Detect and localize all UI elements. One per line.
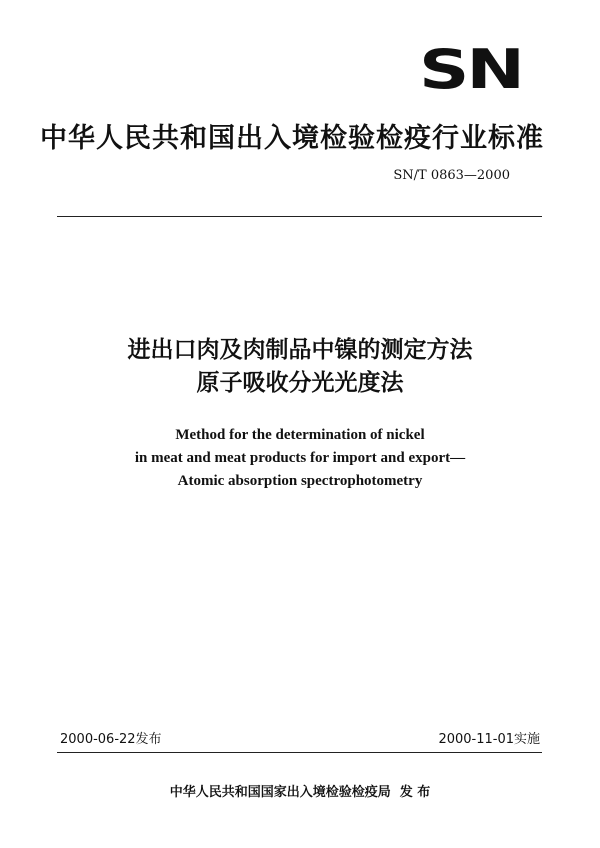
english-title-line-1: Method for the determination of nickel <box>175 427 425 443</box>
chinese-title <box>0 334 600 400</box>
publisher: 中华人民共和国国家出入境检验检疫局 发 布 <box>169 785 431 800</box>
standard-category-title: 中华人民共和国出入境检验检疫行业标准 <box>40 123 544 154</box>
bottom-divider <box>57 752 542 753</box>
english-title-line-3: Atomic absorption spectrophotometry <box>177 473 423 489</box>
top-divider <box>57 216 542 217</box>
english-title <box>0 424 600 493</box>
standard-code: SN/T 0863—2000 <box>393 168 510 183</box>
english-title-line-2: in meat and meat products for import and export— <box>134 450 466 466</box>
implementation-date: 2000-11-01实施 <box>438 732 540 747</box>
sn-logo: SN <box>419 37 522 102</box>
chinese-title-line-2: 原子吸收分光光度法 <box>196 370 404 396</box>
chinese-title-line-1: 进出口肉及肉制品中镍的测定方法 <box>127 337 473 363</box>
issue-date: 2000-06-22发布 <box>60 732 162 747</box>
